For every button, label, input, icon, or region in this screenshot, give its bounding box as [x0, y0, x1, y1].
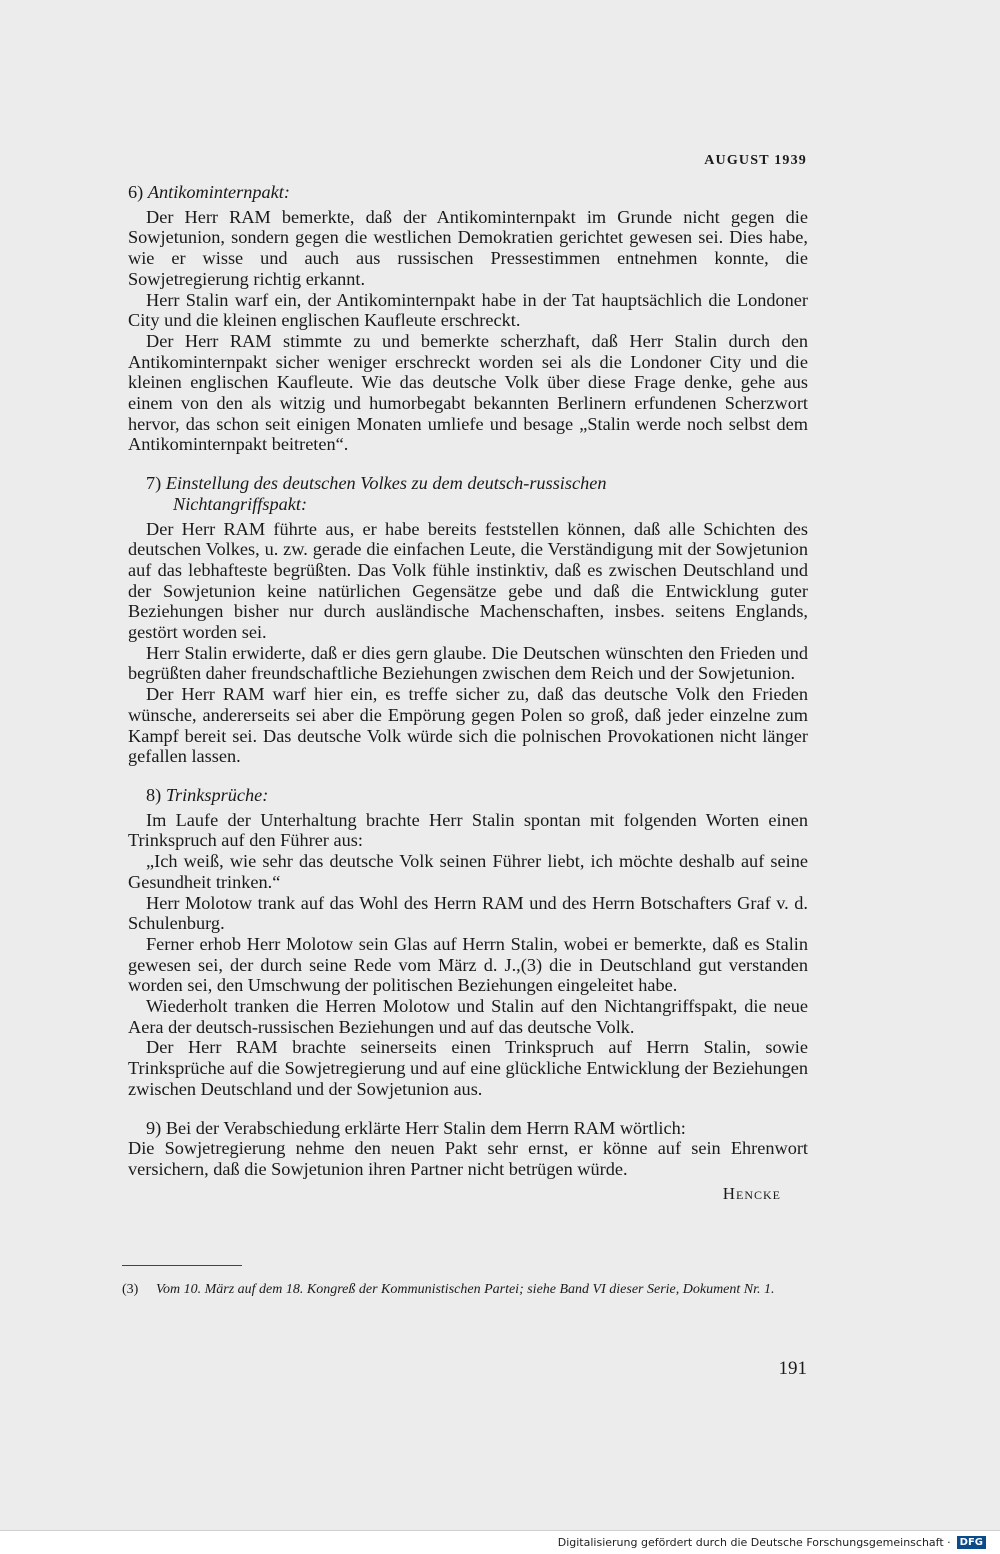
dfg-logo-icon: DFG: [957, 1536, 986, 1549]
credit-bar: [0, 1530, 1000, 1554]
section-title: Antikominternpakt:: [147, 182, 290, 202]
paragraph: Wiederholt tranken die Herren Molotow und Stalin auf den Nichtangriffspakt, die neue Aera der deutsch-russischen Beziehungen und auf das deutsche Volk.: [128, 996, 808, 1037]
paragraph: Im Laufe der Unterhaltung brachte Herr Stalin spontan mit folgenden Worten einen Trinkspruch auf den Führer aus:: [128, 809, 808, 851]
paragraph: Herr Molotow trank auf das Wohl des Herrn RAM und des Herrn Botschafters Graf v. d. Schulenburg.: [128, 892, 808, 934]
section-number: 7): [146, 473, 162, 494]
section-title: Einstellung des deutschen Volkes zu dem deutsch-russischen: [165, 473, 607, 494]
section-number: 6): [128, 182, 144, 202]
section-title-continued: Nichtangriffspakt:: [173, 493, 308, 514]
section-heading-6: [128, 182, 808, 203]
section-lead-text: Bei der Verabschiedung erklärte Herr Stalin dem Herrn RAM wörtlich:: [165, 1117, 686, 1138]
section-heading-8: [128, 785, 808, 806]
signature: Hencke: [722, 1183, 781, 1203]
paragraph: Herr Stalin erwiderte, daß er dies gern glaube. Die Deutschen wünschten den Frieden und begrüßten daher freundschaftliche Beziehungen zwischen dem Reich und der Sowjetunion.: [128, 642, 808, 684]
paragraph: Der Herr RAM stimmte zu und bemerkte scherzhaft, daß Herr Stalin durch den Antikominternpakt sicher weniger erschreckt worden sei als die Londoner City und die kleinen englischen Kaufleute. Wie das deutsche Volk über diese Frage denke, gehe aus einem von den als witzig und humorbegabt bekannten Berlinern erfundenen Scherzwort hervor, das schon seit einigen Monaten umliefe und besage „Stalin werde noch selbst dem Antikominternpakt beitreten“.: [128, 330, 808, 455]
section-heading-7: [128, 473, 808, 514]
section-number: 9): [146, 1117, 162, 1138]
running-head: AUGUST 1939: [704, 153, 807, 168]
footnote-text: Vom 10. März auf dem 18. Kongreß der Kommunistischen Partei; siehe Band VI dieser Serie, Dokument Nr. 1.: [156, 1282, 775, 1297]
paragraph: „Ich weiß, wie sehr das deutsche Volk seinen Führer liebt, ich möchte deshalb auf seine Gesundheit trinken.“: [128, 851, 808, 892]
paragraph: Die Sowjetregierung nehme den neuen Pakt sehr ernst, er könne auf sein Ehrenwort versichern, daß die Sowjetunion ihren Partner nicht betrügen würde.: [128, 1138, 808, 1179]
page-number: 191: [778, 1358, 807, 1379]
section-number: 8): [146, 784, 162, 805]
paragraph: Der Herr RAM warf hier ein, es treffe sicher zu, daß das deutsche Volk den Frieden wünsche, andererseits sei aber die Empörung gegen Polen so groß, daß jeder einzelne zum Kampf bereit sei. Das deutsche Volk würde sich die polnischen Provokationen nicht länger gefallen lassen.: [128, 684, 808, 767]
footnote-divider: [122, 1265, 242, 1266]
credit-text: Digitalisierung gefördert durch die Deutsche Forschungsgemeinschaft ·: [557, 1536, 951, 1549]
section-9-lead: [128, 1118, 808, 1139]
paragraph: Herr Stalin warf ein, der Antikominternpakt habe in der Tat hauptsächlich die Londoner City und die kleinen englischen Kaufleute erschreckt.: [128, 289, 808, 331]
paragraph: Ferner erhob Herr Molotow sein Glas auf Herrn Stalin, wobei er bemerkte, daß es Stalin gewesen sei, der durch seine Rede vom März d. J.,(3) die in Deutschland gut verstanden worden sei, den Umschwung der politischen Beziehungen eingeleitet habe.: [128, 933, 808, 996]
paragraph: Der Herr RAM führte aus, er habe bereits feststellen können, daß alle Schichten des deutschen Volkes, u. zw. gerade die einfachen Leute, die Verständigung mit der Sowjetunion auf das lebhafteste begrüßten. Das Volk fühle instinktiv, daß es zwischen Deutschland und der Sowjetunion keine natürlichen Gegensätze gebe und daß die Entwicklung guter Beziehungen bisher nur durch ausländische Machenschaften, insbes. seitens Englands, gestört worden sei.: [128, 518, 808, 643]
footnote: [122, 1281, 808, 1298]
paragraph: Der Herr RAM bemerkte, daß der Antikominternpakt im Grunde nicht gegen die Sowjetunion, sondern gegen die westlichen Demokratien gerichtet gewesen sei. Dies habe, wie er wisse und auch aus russischen Pressestimmen entnehmen konnte, die Sowjetregierung richtig erkannt.: [128, 206, 808, 289]
section-title: Trinksprüche:: [165, 784, 269, 805]
document-body: [128, 182, 808, 1204]
paragraph: Der Herr RAM brachte seinerseits einen Trinkspruch auf Herrn Stalin, sowie Trinksprüche auf die Sowjetregierung und auf eine glückliche Entwicklung der Beziehungen zwischen Deutschland und der Sowjetunion aus.: [128, 1037, 808, 1099]
footnote-mark: (3): [122, 1282, 139, 1297]
